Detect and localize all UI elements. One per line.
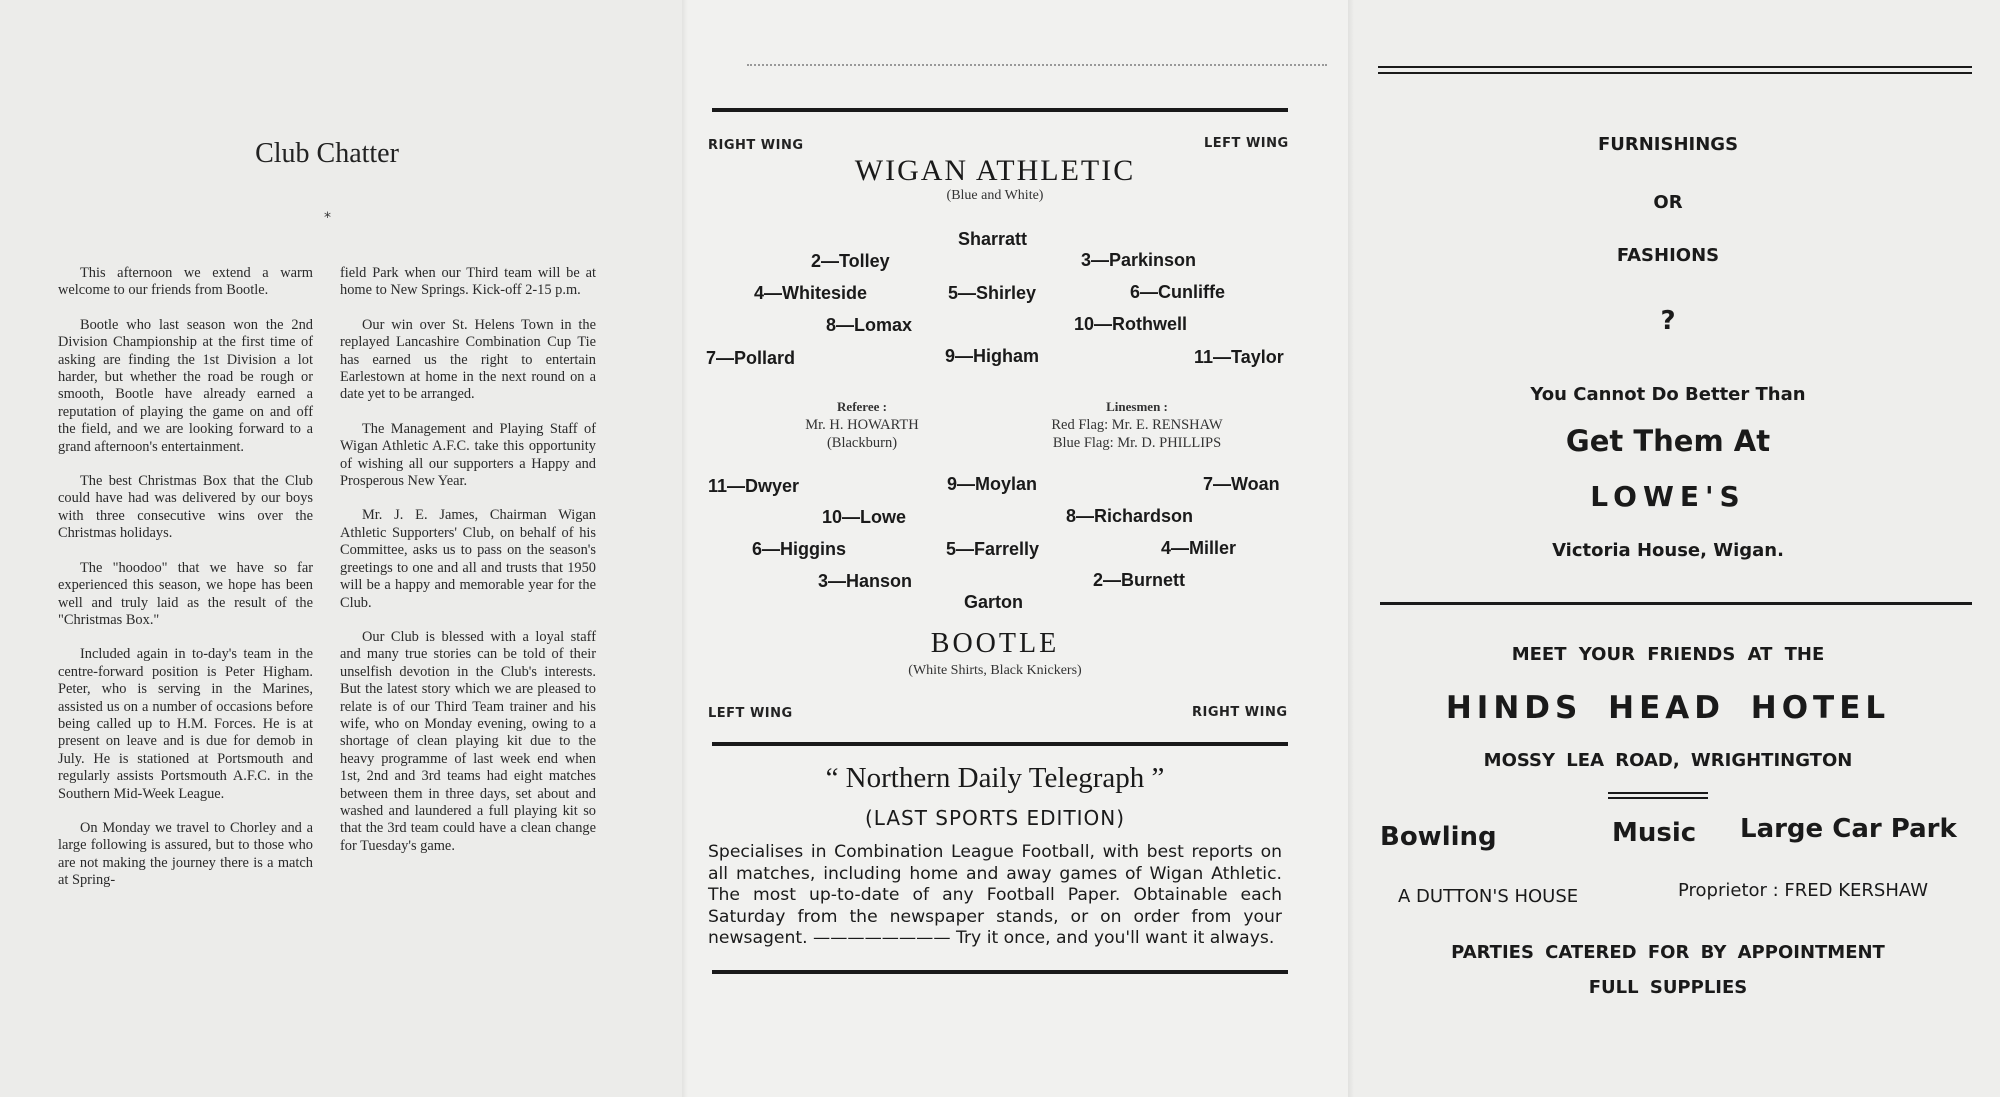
away-player: 9—Moylan bbox=[947, 474, 1038, 494]
short-rule-a bbox=[1608, 792, 1708, 794]
away-player: 5—Farrelly bbox=[946, 539, 1040, 559]
referee-block bbox=[772, 398, 952, 452]
top-rule bbox=[712, 108, 1288, 112]
hotel-intro: MEET YOUR FRIENDS AT THE bbox=[1511, 644, 1825, 665]
home-player: 7—Pollard bbox=[706, 348, 796, 368]
chatter-paragraph: field Park when our Third team will be at home to New Springs. Kick-off 2-15 p.m. bbox=[340, 265, 596, 299]
lowes-tagline: You Cannot Do Better Than bbox=[1530, 384, 1806, 405]
hotel-feature-bowling: Bowling bbox=[1380, 822, 1497, 852]
short-rule-b bbox=[1608, 797, 1708, 799]
lowes-line-or: OR bbox=[1653, 192, 1683, 213]
team-sheet-page bbox=[682, 0, 1348, 1097]
red-flag-linesman: Red Flag: Mr. E. RENSHAW bbox=[1051, 417, 1223, 433]
chatter-paragraph: Included again in to-day's team in the centre-forward position is Peter Higham. Peter, who is serving in the Marines, assisted us on a number of occasions before being called up to H.M. Forces. He is at present on leave and is due for demob in July. He is stationed at Portsmouth and regularly assists Portsmouth A.F.C. in the Southern Mid-Week League. bbox=[58, 646, 313, 802]
blue-flag-linesman: Blue Flag: Mr. D. PHILLIPS bbox=[1052, 435, 1222, 451]
top-double-rule-b bbox=[1378, 72, 1972, 74]
away-team-colors: (White Shirts, Black Knickers) bbox=[908, 663, 1082, 678]
away-player: 8—Richardson bbox=[1066, 506, 1194, 526]
away-player: 2—Burnett bbox=[1093, 570, 1186, 590]
lowes-brand: LOWE'S bbox=[1590, 480, 1746, 513]
duttons-house: A DUTTON'S HOUSE bbox=[1398, 886, 1579, 907]
hotel-proprietor: Proprietor : FRED KERSHAW bbox=[1678, 880, 1929, 901]
newspaper-title: “ Northern Daily Telegraph ” bbox=[825, 762, 1165, 794]
chatter-paragraph: Our Club is blessed with a loyal staff and many true stories can be told of their unselfish devotion in the Club's interests. But the latest story which we are pleased to relate is of our Third Team trainer and his wife, who on Monday evening, owing to a shortage of clean playing kit due to the heavy programme of last week end when 1st, 2nd and 3rd teams had eight matches between them in three days, set about and washed and laundered a full playing kit so that the 3rd team could have a clean change for Tuesday's game. bbox=[340, 628, 596, 854]
chatter-paragraph: This afternoon we extend a warm welcome to our friends from Bootle. bbox=[58, 265, 313, 299]
lowes-line-fashions: FASHIONS bbox=[1616, 245, 1720, 266]
home-player: 6—Cunliffe bbox=[1130, 282, 1226, 302]
home-team-name: WIGAN ATHLETIC bbox=[854, 154, 1136, 187]
away-player: 10—Lowe bbox=[822, 507, 907, 527]
chatter-paragraph: The best Christmas Box that the Club could have had was delivered by our boys with three consecutive wins over the Christmas holidays. bbox=[58, 473, 313, 542]
chatter-paragraph: The "hoodoo" that we have so far experienced this season, we hope has been well and truly laid as the result of the "Christmas Box." bbox=[58, 559, 313, 628]
bottom-rule bbox=[712, 970, 1288, 974]
linesmen-block bbox=[1012, 398, 1262, 452]
question-mark: ? bbox=[1660, 306, 1676, 336]
dotted-rule bbox=[747, 64, 1327, 66]
hotel-parties: PARTIES CATERED FOR BY APPOINTMENT bbox=[1451, 942, 1885, 963]
away-team-name: BOOTLE bbox=[930, 628, 1060, 659]
home-player: 2—Tolley bbox=[811, 251, 890, 271]
lowes-headline: Get Them At bbox=[1565, 424, 1771, 458]
away-player: 4—Miller bbox=[1161, 538, 1237, 558]
away-player: 7—Woan bbox=[1203, 474, 1280, 494]
ornament-star: * bbox=[324, 210, 331, 226]
home-team-colors: (Blue and White) bbox=[946, 188, 1044, 203]
chatter-paragraph: Bootle who last season won the 2nd Division Championship at the first time of asking are finding the 1st Division a lot harder, but whether the road be rough or smooth, Bootle have already earned a reputation of playing the game on and off the field, and we are looking forward to a grand afternoon's entertainment. bbox=[58, 316, 313, 455]
middle-rule bbox=[712, 742, 1288, 746]
newspaper-body: Specialises in Combination League Football, with best reports on all matches, including home and away games of Wigan Athletic. The most up-to-date of any Football Paper. Obtainable each Saturday from the newspaper stands, or on order from your newsagent. ———————— Try it once, and you'll want it always. bbox=[708, 842, 1282, 948]
home-right-wing-label: RIGHT WING bbox=[708, 138, 804, 153]
away-right-wing-label: RIGHT WING bbox=[1192, 705, 1288, 720]
chatter-column-2 bbox=[340, 265, 596, 872]
home-player: 9—Higham bbox=[945, 346, 1040, 366]
referee-name: Mr. H. HOWARTH bbox=[805, 417, 919, 433]
lowes-address: Victoria House, Wigan. bbox=[1552, 540, 1784, 561]
lowes-line-furnishings: FURNISHINGS bbox=[1597, 134, 1739, 155]
advertisements-page bbox=[1348, 0, 2000, 1097]
away-player: 6—Higgins bbox=[752, 539, 847, 559]
chatter-column-1 bbox=[58, 265, 313, 907]
hotel-name: HINDS HEAD HOTEL bbox=[1445, 690, 1891, 726]
referee-town: (Blackburn) bbox=[826, 435, 898, 451]
top-double-rule-a bbox=[1378, 66, 1972, 68]
chatter-paragraph: On Monday we travel to Chorley and a large following is assured, but to those who are not making the journey there is a match at Spring- bbox=[58, 819, 313, 889]
referee-label: Referee : bbox=[837, 399, 887, 414]
home-left-wing-label: LEFT WING bbox=[1204, 136, 1289, 151]
home-player: 10—Rothwell bbox=[1074, 314, 1188, 334]
hotel-feature-music: Music bbox=[1612, 818, 1697, 848]
chatter-paragraph: The Management and Playing Staff of Wigan Athletic A.F.C. take this opportunity of wishing all our supporters a Happy and Prosperous New Year. bbox=[340, 420, 596, 490]
away-left-wing-label: LEFT WING bbox=[708, 706, 793, 721]
away-player: 3—Hanson bbox=[818, 571, 913, 591]
section-rule bbox=[1380, 602, 1972, 605]
chatter-paragraph: Our win over St. Helens Town in the replayed Lancashire Combination Cup Tie has earned us the right to entertain Earlestown at home in the next round on a date yet to be arranged. bbox=[340, 316, 596, 403]
home-player: 11—Taylor bbox=[1194, 347, 1284, 367]
hotel-supplies: FULL SUPPLIES bbox=[1588, 977, 1748, 998]
home-player: 8—Lomax bbox=[826, 315, 913, 335]
home-player: 5—Shirley bbox=[948, 283, 1037, 303]
hotel-feature-car-park: Large Car Park bbox=[1740, 814, 1957, 844]
home-player: 3—Parkinson bbox=[1081, 250, 1197, 270]
hotel-address: MOSSY LEA ROAD, WRIGHTINGTON bbox=[1483, 750, 1853, 771]
newspaper-subtitle: (LAST SPORTS EDITION) bbox=[864, 806, 1126, 830]
linesmen-label: Linesmen : bbox=[1106, 399, 1168, 414]
away-player: 11—Dwyer bbox=[708, 476, 800, 496]
club-chatter-page bbox=[0, 0, 682, 1097]
chatter-paragraph: Mr. J. E. James, Chairman Wigan Athletic Supporters' Club, on behalf of his Committee, asks us to pass on the season's greetings to one and all and trusts that 1950 will be a happy and memorable year for the Club. bbox=[340, 507, 596, 611]
home-goalkeeper: Sharratt bbox=[958, 229, 1028, 249]
club-chatter-title: Club Chatter bbox=[255, 138, 399, 169]
away-goalkeeper: Garton bbox=[964, 592, 1024, 612]
home-player: 4—Whiteside bbox=[754, 283, 868, 303]
